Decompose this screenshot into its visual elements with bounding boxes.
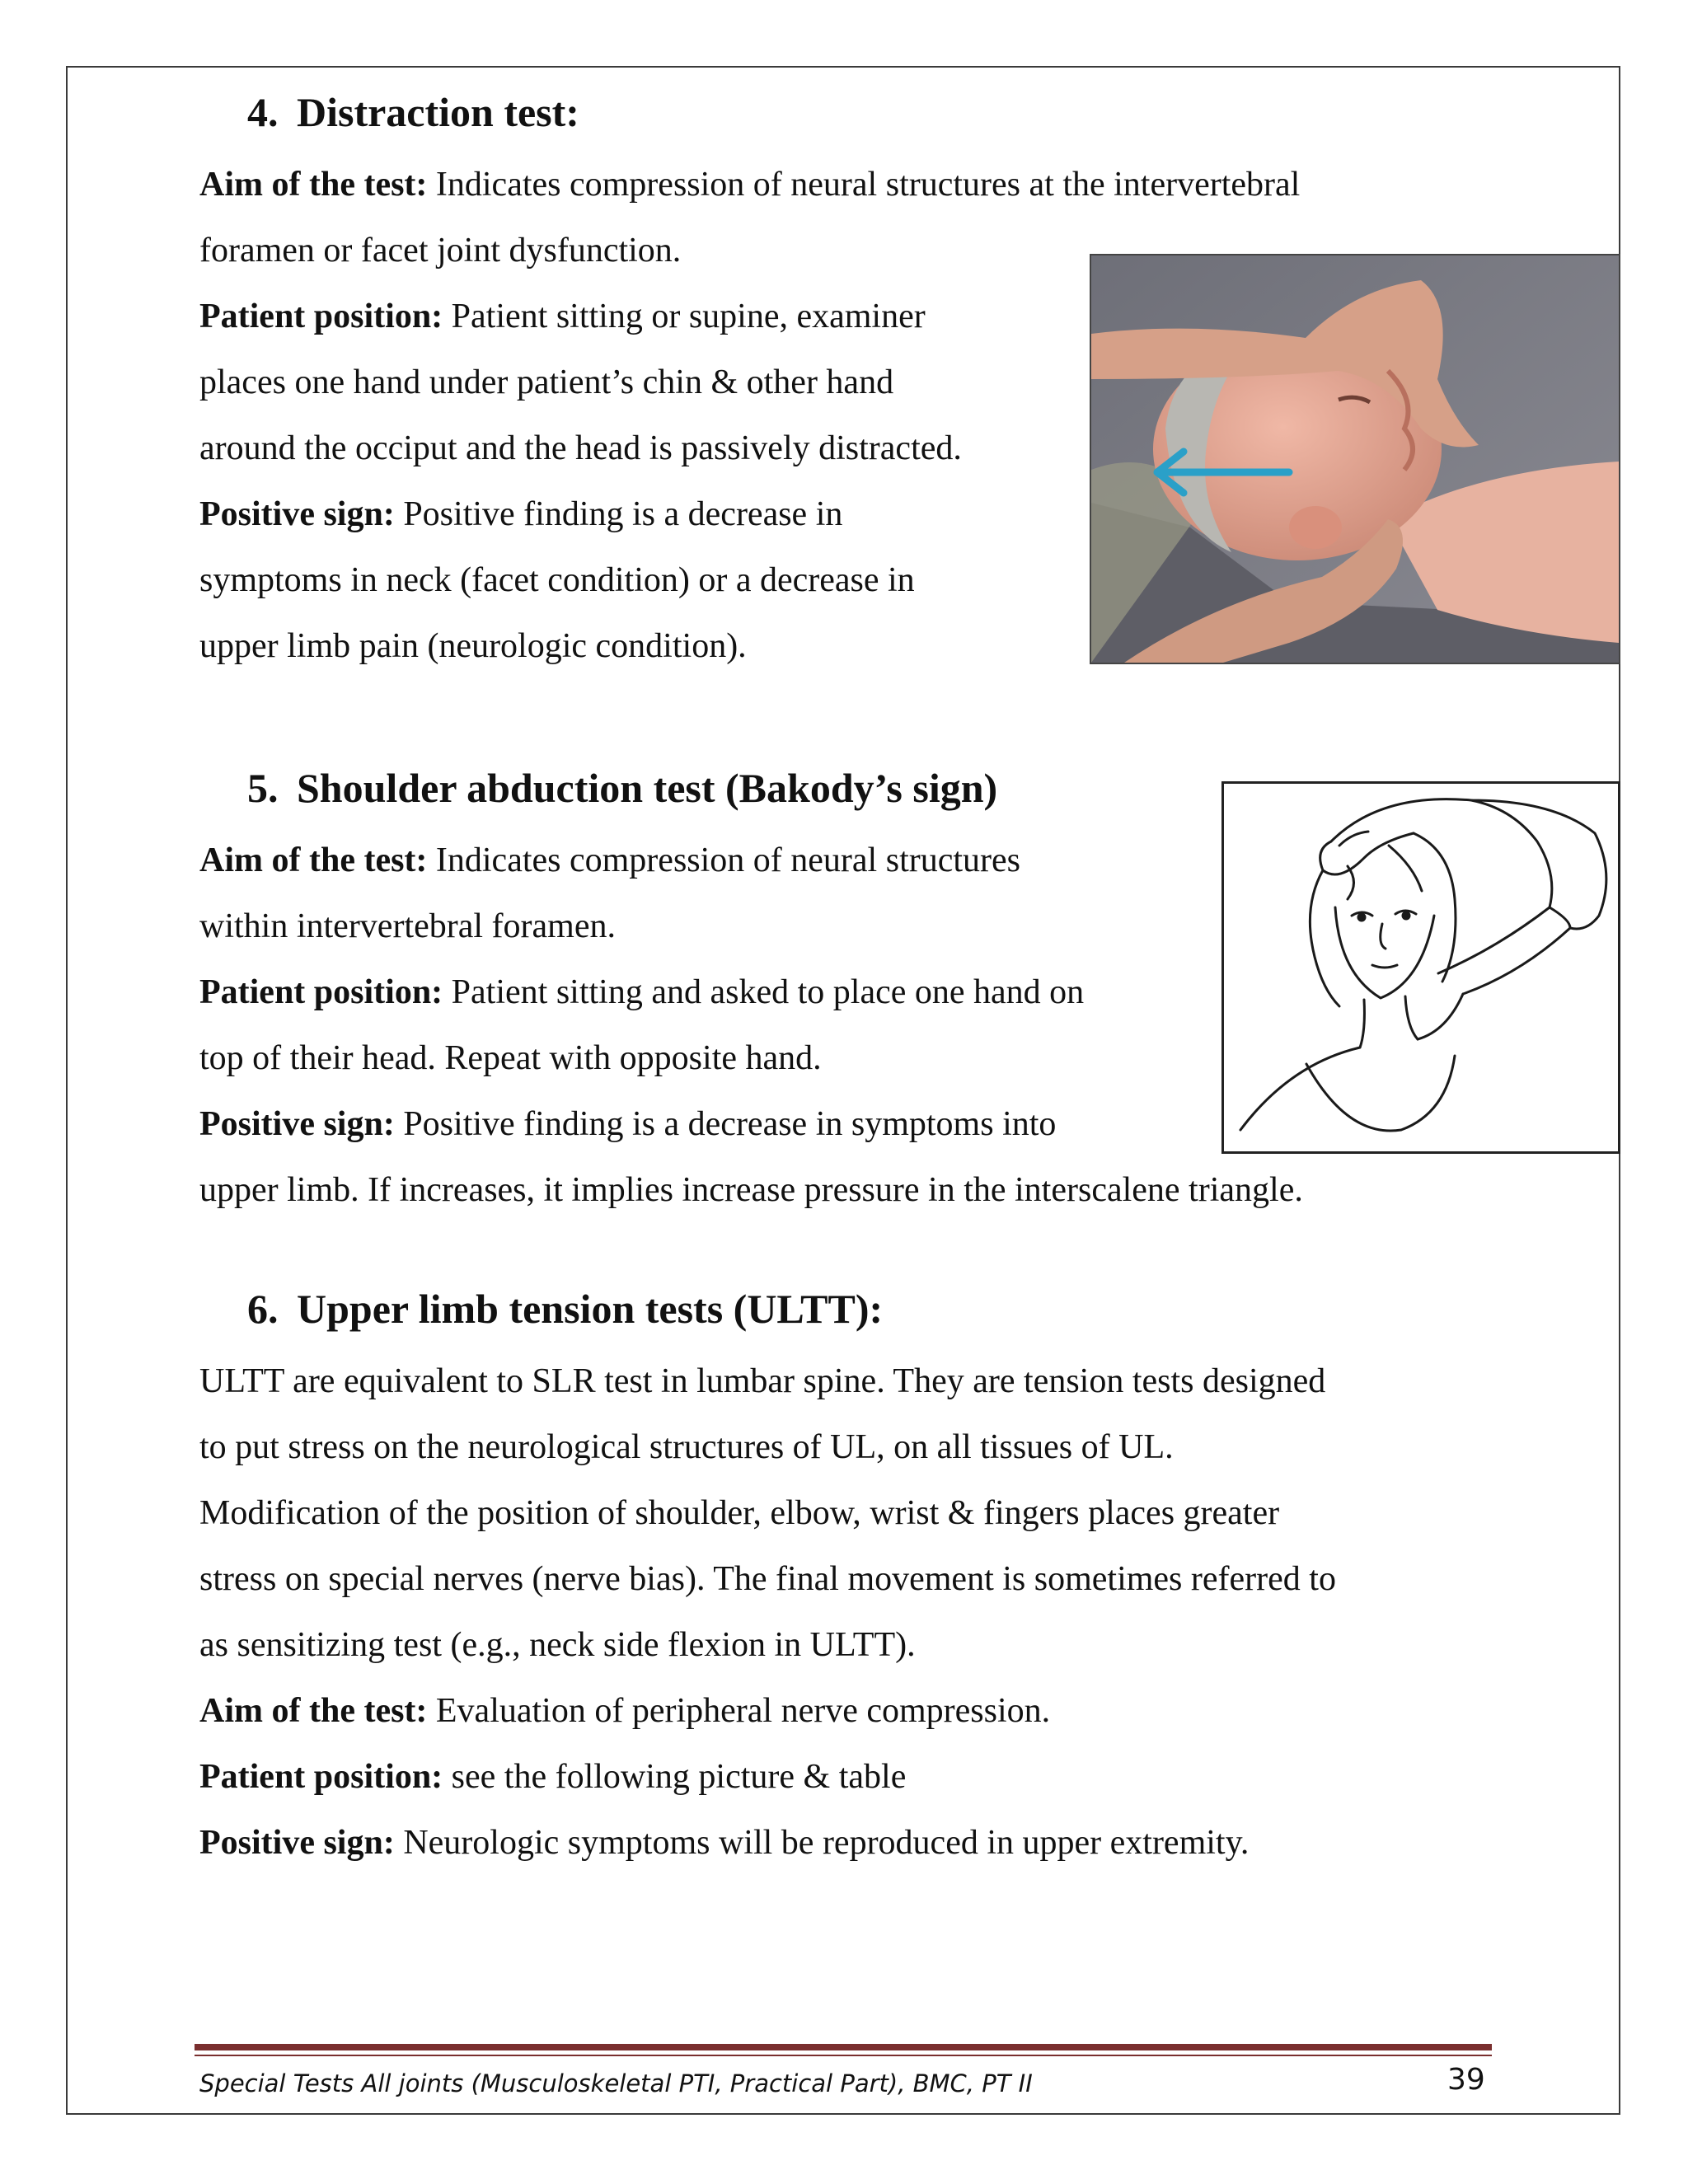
page-number: 39	[1447, 2063, 1485, 2097]
position-label: Patient position:	[199, 1758, 443, 1796]
intro-line: Modification of the position of shoulder, elbow, wrist & fingers places greater	[199, 1494, 1280, 1532]
positive-line	[199, 1820, 1249, 1866]
aim-text: Evaluation of peripheral nerve compression.	[435, 1692, 1051, 1730]
aim-line-2: within intervertebral foramen.	[199, 907, 616, 945]
positive-line	[199, 1101, 1056, 1147]
position-line	[199, 293, 926, 340]
aim-line	[199, 1688, 1050, 1734]
intro-line: as sensitizing test (e.g., neck side flexion in ULTT).	[199, 1626, 916, 1664]
aim-label: Aim of the test:	[199, 1692, 428, 1730]
position-text: Patient sitting or supine, examiner	[451, 298, 926, 335]
aim-text: Indicates compression of neural structures	[435, 841, 1021, 879]
positive-label: Positive sign:	[199, 1105, 395, 1143]
position-line	[199, 969, 1084, 1015]
footer-rule	[195, 2044, 1492, 2050]
section-title: Distraction test:	[297, 89, 579, 135]
aim-line-2: foramen or facet joint dysfunction.	[199, 232, 682, 269]
position-text: see the following picture & table	[451, 1758, 907, 1796]
intro-line: to put stress on the neurological structures of UL, on all tissues of UL.	[199, 1428, 1174, 1466]
position-line-2: places one hand under patient’s chin & other hand	[199, 363, 894, 401]
positive-line	[199, 491, 842, 537]
distraction-test-photo	[1090, 254, 1620, 664]
aim-label: Aim of the test:	[199, 841, 428, 879]
section-title: Upper limb tension tests (ULTT):	[297, 1286, 884, 1332]
position-line-3: around the occiput and the head is passively distracted.	[199, 429, 962, 467]
positive-label: Positive sign:	[199, 495, 395, 533]
shoulder-abduction-drawing	[1221, 781, 1620, 1154]
section-title: Shoulder abduction test (Bakody’s sign)	[297, 765, 998, 811]
positive-line-2: symptoms in neck (facet condition) or a decrease in	[199, 561, 915, 599]
position-text: Patient sitting and asked to place one hand on	[451, 973, 1085, 1011]
section-6-heading	[247, 1284, 883, 1333]
intro-line: ULTT are equivalent to SLR test in lumbar spine. They are tension tests designed	[199, 1362, 1326, 1400]
position-line-2: top of their head. Repeat with opposite hand.	[199, 1039, 822, 1077]
positive-line-3: upper limb pain (neurologic condition).	[199, 627, 747, 665]
positive-line-2: upper limb. If increases, it implies increase pressure in the interscalene triangle.	[199, 1171, 1303, 1209]
aim-text: Indicates compression of neural structures at the intervertebral	[435, 166, 1301, 204]
section-number: 5.	[247, 765, 279, 811]
positive-text: Positive finding is a decrease in	[403, 495, 843, 533]
section-4-heading	[247, 87, 579, 137]
aim-line	[199, 162, 1300, 208]
position-label: Patient position:	[199, 973, 443, 1011]
section-number: 4.	[247, 89, 279, 135]
aim-line	[199, 837, 1020, 883]
positive-label: Positive sign:	[199, 1824, 395, 1862]
position-label: Patient position:	[199, 298, 443, 335]
footer-text: Special Tests All joints (Musculoskeletal PTI, Practical Part), BMC, PT II	[199, 2069, 1033, 2097]
footer-rule-thin	[195, 2055, 1492, 2056]
position-line	[199, 1754, 906, 1800]
positive-text: Positive finding is a decrease in symptoms into	[403, 1105, 1057, 1143]
aim-label: Aim of the test:	[199, 166, 428, 204]
positive-text: Neurologic symptoms will be reproduced in upper extremity.	[403, 1824, 1250, 1862]
intro-line: stress on special nerves (nerve bias). The final movement is sometimes referred to	[199, 1560, 1336, 1598]
section-number: 6.	[247, 1286, 279, 1332]
section-5-heading	[247, 763, 997, 813]
